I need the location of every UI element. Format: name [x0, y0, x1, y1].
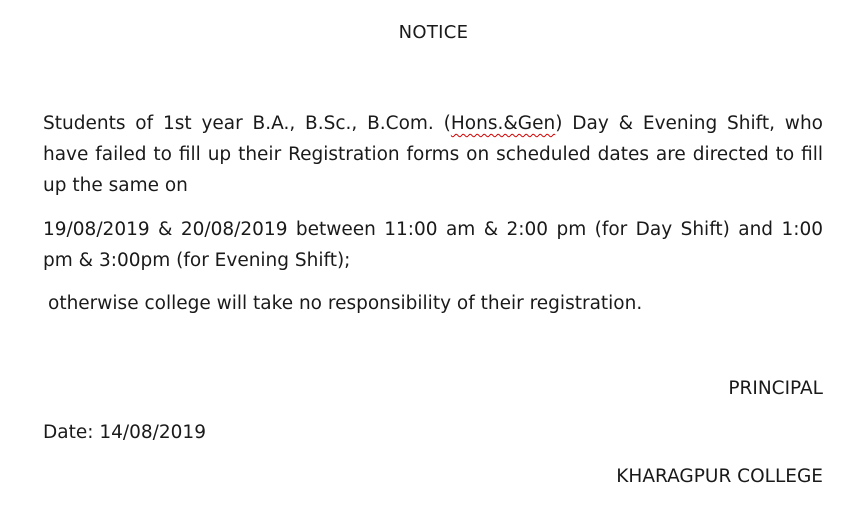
- paragraph1-text-end: ) Day & Evening Shift, who have failed to fill up their Registration forms on scheduled dates are directed to fill up the same on: [43, 113, 823, 196]
- institution-name: KHARAGPUR COLLEGE: [616, 466, 823, 487]
- notice-date: Date: 14/08/2019: [43, 422, 206, 443]
- notice-paragraph-registration: [43, 108, 823, 201]
- notice-paragraph-dates: 19/08/2019 & 20/08/2019 between 11:00 am & 2:00 pm (for Day Shift) and 1:00 pm & 3:00pm (for Evening Shift);: [43, 219, 823, 271]
- notice-title: NOTICE: [398, 22, 469, 43]
- notice-paragraph-warning: otherwise college will take no responsibility of their registration.: [48, 293, 643, 314]
- paragraph1-text-start: Students of 1st year B.A., B.Sc., B.Com. (: [43, 113, 451, 134]
- spellcheck-flagged-word[interactable]: Hons.&Gen: [450, 113, 556, 134]
- signatory-title: PRINCIPAL: [728, 378, 823, 399]
